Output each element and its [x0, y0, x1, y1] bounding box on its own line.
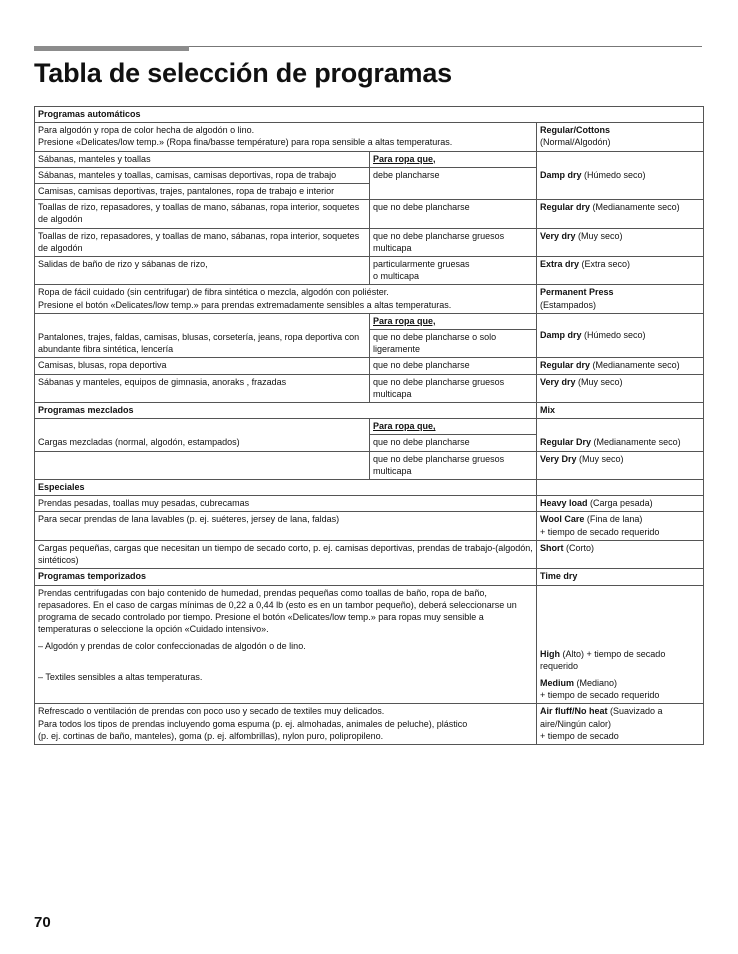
- program-subtitle: + tiempo de secado: [540, 730, 619, 741]
- empty-cell: [537, 480, 704, 496]
- section-header-auto: [35, 107, 704, 123]
- program-name: Very dry: [540, 376, 576, 387]
- program-subtitle: (Corto): [566, 542, 595, 553]
- laundry-text: Camisas, camisas deportivas, trajes, pantalones, ropa de trabajo e interior: [38, 186, 335, 197]
- section-header-mixed: [35, 403, 704, 419]
- program-subtitle: (Alto) + tiempo de secado requerido: [540, 648, 666, 671]
- program-subtitle: + tiempo de secado requerido: [540, 526, 660, 537]
- program-name: Heavy load: [540, 498, 588, 509]
- program-cell: [537, 257, 704, 285]
- laundry-text: Camisas, blusas, ropa deportiva: [38, 360, 167, 371]
- laundry-text: Toallas de rizo, repasadores, y toallas de mano, sábanas, ropa interior, soquetes de algodón: [38, 230, 360, 253]
- table-row: [35, 200, 704, 228]
- top-accent-bar: [34, 46, 189, 51]
- program-name: Damp dry: [540, 330, 582, 341]
- laundry-text: (p. ej. cortinas de baño, manteles), goma (p. ej. alfombrillas), nylon puro, polipropileno.: [38, 730, 384, 741]
- para-ropa-cell: [370, 419, 537, 435]
- program-cell: [537, 285, 704, 313]
- condition-text: que no debe plancharse o solo ligeramente: [373, 332, 497, 355]
- program-name: Damp dry: [540, 169, 582, 180]
- timed-item: – Algodón y prendas de color confeccionadas de algodón o de lino.: [38, 641, 306, 652]
- program-subtitle: (Extra seco): [581, 259, 631, 270]
- laundry-cell: [35, 167, 370, 183]
- program-name: Permanent Press: [540, 287, 614, 298]
- para-ropa-label: Para ropa que,: [373, 315, 436, 326]
- table-row: [35, 313, 704, 329]
- table-row: [35, 374, 704, 402]
- table-row: [35, 512, 704, 540]
- laundry-cell: [35, 151, 370, 167]
- laundry-cell: [35, 228, 370, 256]
- program-name: High: [540, 648, 560, 659]
- program-cell: [537, 540, 704, 568]
- table-row: [35, 704, 704, 745]
- program-name: Regular Dry: [540, 437, 592, 448]
- table-row: [35, 358, 704, 374]
- table-row: [35, 451, 704, 479]
- table-row: [35, 585, 704, 704]
- laundry-cell: [35, 704, 537, 745]
- intro-line: Presione el botón «Delicates/low temp.» para prendas extremadamente sensibles a altas temperaturas.: [38, 299, 452, 310]
- para-ropa-cell: [370, 313, 537, 329]
- program-subtitle: (Húmedo seco): [584, 169, 646, 180]
- table-row: [35, 151, 704, 167]
- program-subtitle: (Normal/Algodón): [540, 137, 611, 148]
- program-cell: [537, 704, 704, 745]
- program-subtitle: (Medianamente seco): [593, 437, 681, 448]
- program-selection-table: [34, 106, 704, 745]
- program-cell: [537, 374, 704, 402]
- section-program-title: Time dry: [537, 569, 704, 585]
- laundry-cell: [35, 257, 370, 285]
- laundry-text: Cargas mezcladas (normal, algodón, estampados): [38, 437, 240, 448]
- condition-cell: [370, 358, 537, 374]
- condition-text: que no debe plancharse: [373, 437, 470, 448]
- condition-text: que no debe plancharse: [373, 360, 470, 371]
- section-header-timed: [35, 569, 704, 585]
- condition-cell: [370, 330, 537, 358]
- program-name: Air fluff/No heat: [540, 706, 608, 717]
- laundry-text: Cargas pequeñas, cargas que necesitan un tiempo de secado corto, p. ej. camisas deportivas, prendas de trabajo-(algodón, sintéticos): [38, 542, 533, 566]
- table-row: [35, 419, 704, 435]
- program-cell: [537, 585, 704, 704]
- section-program-title: Mix: [537, 403, 704, 419]
- laundry-cell: [35, 200, 370, 228]
- program-cell: [537, 512, 704, 540]
- condition-text: particularmente gruesas: [373, 259, 470, 270]
- section-intro: [35, 123, 537, 151]
- program-cell: [537, 358, 704, 374]
- program-subtitle: (Carga pesada): [590, 498, 653, 509]
- program-name: Regular/Cottons: [540, 125, 611, 136]
- program-subtitle: (Muy seco): [578, 230, 623, 241]
- table-row: [35, 540, 704, 568]
- program-cell: [537, 151, 704, 200]
- intro-line: Presione «Delicates/low temp.» (Ropa fina/basse température) para ropa sensible a altas temperaturas.: [38, 137, 453, 148]
- table-row: [35, 228, 704, 256]
- table-row: [35, 257, 704, 285]
- program-name: Regular dry: [540, 360, 591, 371]
- condition-cell: [370, 435, 537, 451]
- section-title: Programas automáticos: [35, 107, 704, 123]
- condition-text: que no debe plancharse: [373, 202, 470, 213]
- program-cell: [537, 313, 704, 358]
- laundry-text: Pantalones, trajes, faldas, camisas, blusas, corsetería, jeans, ropa deportiva con abundante fibra sintética, lencería: [38, 332, 360, 355]
- condition-cell: [370, 374, 537, 402]
- program-subtitle: (Fina de lana): [586, 514, 643, 525]
- condition-text: que no debe plancharse gruesos multicapa: [373, 453, 505, 476]
- laundry-cell: [35, 313, 370, 358]
- para-ropa-label: Para ropa que,: [373, 421, 436, 432]
- program-name: Very dry: [540, 230, 576, 241]
- program-cell: [537, 123, 704, 151]
- program-subtitle: (Medianamente seco): [592, 202, 680, 213]
- para-ropa-label: Para ropa que,: [373, 153, 436, 164]
- condition-text: que no debe plancharse gruesos multicapa: [373, 376, 505, 399]
- timed-item: – Textiles sensibles a altas temperaturas.: [38, 671, 203, 682]
- laundry-cell: [35, 374, 370, 402]
- laundry-cell: [35, 358, 370, 374]
- section-title: Especiales: [35, 480, 537, 496]
- condition-cell: [370, 257, 537, 285]
- intro-line: Para algodón y ropa de color hecha de algodón o lino.: [38, 125, 255, 136]
- program-cell: [537, 200, 704, 228]
- program-name: Wool Care: [540, 514, 585, 525]
- condition-text: que no debe plancharse gruesos multicapa: [373, 230, 505, 253]
- laundry-text: Para todos los tipos de prendas incluyendo goma espuma (p. ej. almohadas, animales de peluche), plástico: [38, 718, 468, 729]
- program-cell: [537, 451, 704, 479]
- laundry-cell: [35, 451, 370, 479]
- laundry-text: Para secar prendas de lana lavables (p. ej. suéteres, jersey de lana, faldas): [38, 514, 340, 525]
- laundry-cell: [35, 512, 537, 540]
- laundry-text: Refrescado o ventilación de prendas con poco uso y secado de textiles muy delicados.: [38, 706, 385, 717]
- page-number: 70: [34, 914, 51, 931]
- table-row: [35, 123, 704, 151]
- program-subtitle: + tiempo de secado requerido: [540, 690, 660, 701]
- program-subtitle: (Suavizado a aire/Ningún calor): [540, 706, 663, 729]
- condition-text: o multicapa: [373, 271, 420, 282]
- program-subtitle: (Mediano): [576, 677, 618, 688]
- laundry-cell: [35, 184, 370, 200]
- program-subtitle: (Muy seco): [578, 376, 623, 387]
- condition-cell: [370, 451, 537, 479]
- timed-intro: Prendas centrifugadas con bajo contenido de humedad, prendas pequeñas como toallas de baño, ropa de baño, repasadores. En el caso de cargas mínimas de 0,22 a 0,44 lb (esto es en un tambor pequeño), deberá seleccionarse un programa de secado controlado por tiempo. Presione el botón «Delicates/low temp.» para ropas muy sensible a temperaturas o seleccione la opción «Cuidado intensivo».: [38, 587, 517, 635]
- laundry-cell: [35, 496, 537, 512]
- condition-cell: [370, 167, 537, 199]
- para-ropa-cell: [370, 151, 537, 167]
- program-name: Short: [540, 542, 564, 553]
- section-title: Programas temporizados: [35, 569, 537, 585]
- section-intro: [35, 285, 537, 313]
- laundry-text: Salidas de baño de rizo y sábanas de rizo,: [38, 259, 208, 270]
- program-subtitle: (Muy seco): [579, 453, 624, 464]
- laundry-cell: [35, 540, 537, 568]
- timed-description-cell: [35, 585, 537, 704]
- intro-line: Ropa de fácil cuidado (sin centrifugar) de fibra sintética o mezcla, algodón con poliéster.: [38, 287, 389, 298]
- condition-text: debe plancharse: [373, 169, 440, 180]
- program-name: Extra dry: [540, 259, 580, 270]
- laundry-text: Sábanas y manteles, equipos de gimnasia, anoraks , frazadas: [38, 376, 287, 387]
- program-subtitle: (Húmedo seco): [584, 330, 646, 341]
- laundry-text: Toallas de rizo, repasadores, y toallas de mano, sábanas, ropa interior, soquetes de algodón: [38, 202, 360, 225]
- condition-cell: [370, 228, 537, 256]
- page-title: Tabla de selección de programas: [34, 58, 452, 88]
- table-row: [35, 285, 704, 313]
- program-subtitle: (Medianamente seco): [592, 360, 680, 371]
- program-subtitle: (Estampados): [540, 299, 597, 310]
- program-name: Very Dry: [540, 453, 577, 464]
- section-header-special: [35, 480, 704, 496]
- program-cell: [537, 496, 704, 512]
- laundry-text: Sábanas, manteles y toallas, camisas, camisas deportivas, ropa de trabajo: [38, 169, 337, 180]
- table-row: [35, 496, 704, 512]
- program-name: Medium: [540, 677, 575, 688]
- section-title: Programas mezclados: [35, 403, 537, 419]
- laundry-text: Sábanas, manteles y toallas: [38, 153, 151, 164]
- program-name: Regular dry: [540, 202, 591, 213]
- program-cell: [537, 419, 704, 451]
- program-cell: [537, 228, 704, 256]
- condition-cell: [370, 200, 537, 228]
- laundry-cell: [35, 419, 370, 451]
- laundry-text: Prendas pesadas, toallas muy pesadas, cubrecamas: [38, 498, 250, 509]
